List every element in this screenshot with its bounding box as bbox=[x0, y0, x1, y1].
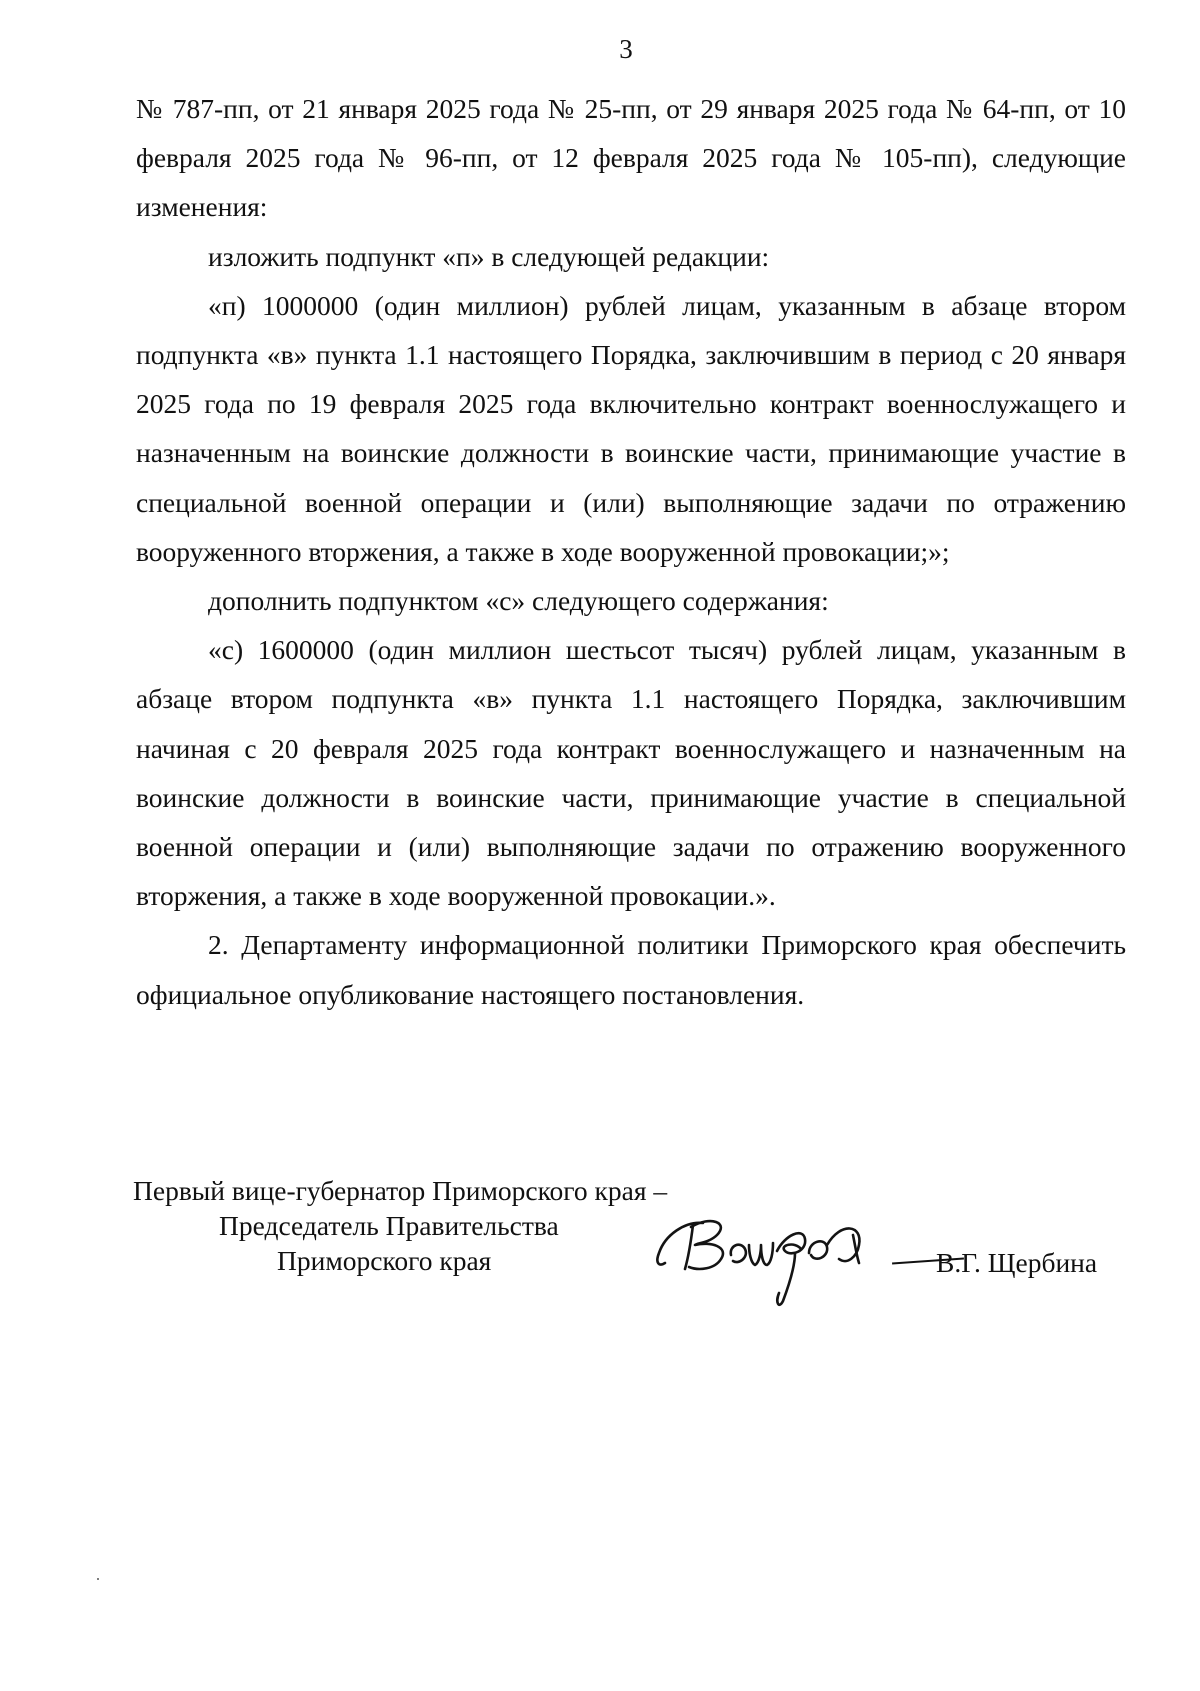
paragraph-instruction-s: дополнить подпунктом «с» следующего содержания: bbox=[208, 585, 829, 617]
signatory-position-line-1: Первый вице-губернатор Приморского края – bbox=[133, 1175, 668, 1206]
paragraph-instruction-p: изложить подпункт «п» в следующей редакции: bbox=[208, 240, 770, 272]
handwritten-signature bbox=[645, 1205, 905, 1315]
paragraph-amended-acts: № 787-пп, от 21 января 2025 года № 25-пп, от 29 января 2025 года № 64-пп, от 10 февраля 2025 года № 96-пп, от 12 февраля 2025 года № 105-пп), следующие изменения: bbox=[136, 93, 1126, 223]
paragraph-subitem-p: «п) 1000000 (один миллион) рублей лицам, указанным в абзаце втором подпункта «в» пункта 1.1 настоящего Порядка, заключившим в период с 20 января 2025 года по 19 февраля 2025 года включительно контракт военнослужащего и назначенным на воинские должности в воинские части, принимающие участие в специальной военной операции и (или) выполняющие задачи по отражению вооруженного вторжения, а также в ходе вооруженной провокации;»; bbox=[136, 289, 1126, 567]
page-number: 3 bbox=[619, 34, 633, 64]
document-body bbox=[136, 84, 1126, 1019]
signer-name: В.Г. Щербина bbox=[936, 1247, 1098, 1278]
signatory-position-line-2: Председатель Правительства bbox=[219, 1210, 559, 1241]
signatory-position-line-3: Приморского края bbox=[277, 1245, 492, 1276]
scan-speck bbox=[97, 1578, 99, 1580]
paragraph-publication: 2. Департаменту информационной политики Приморского края обеспечить официальное опубликование настоящего постановления. bbox=[136, 929, 1126, 1010]
paragraph-subitem-s: «с) 1600000 (один миллион шестьсот тысяч) рублей лицам, указанным в абзаце втором подпункта «в» пункта 1.1 настоящего Порядка, заключившим начиная с 20 февраля 2025 года контракт военнослужащего и назначенным на воинские должности в воинские части, принимающие участие в специальной военной операции и (или) выполняющие задачи по отражению вооруженного вторжения, а также в ходе вооруженной провокации.». bbox=[136, 634, 1126, 912]
signatory-position bbox=[133, 1173, 667, 1278]
